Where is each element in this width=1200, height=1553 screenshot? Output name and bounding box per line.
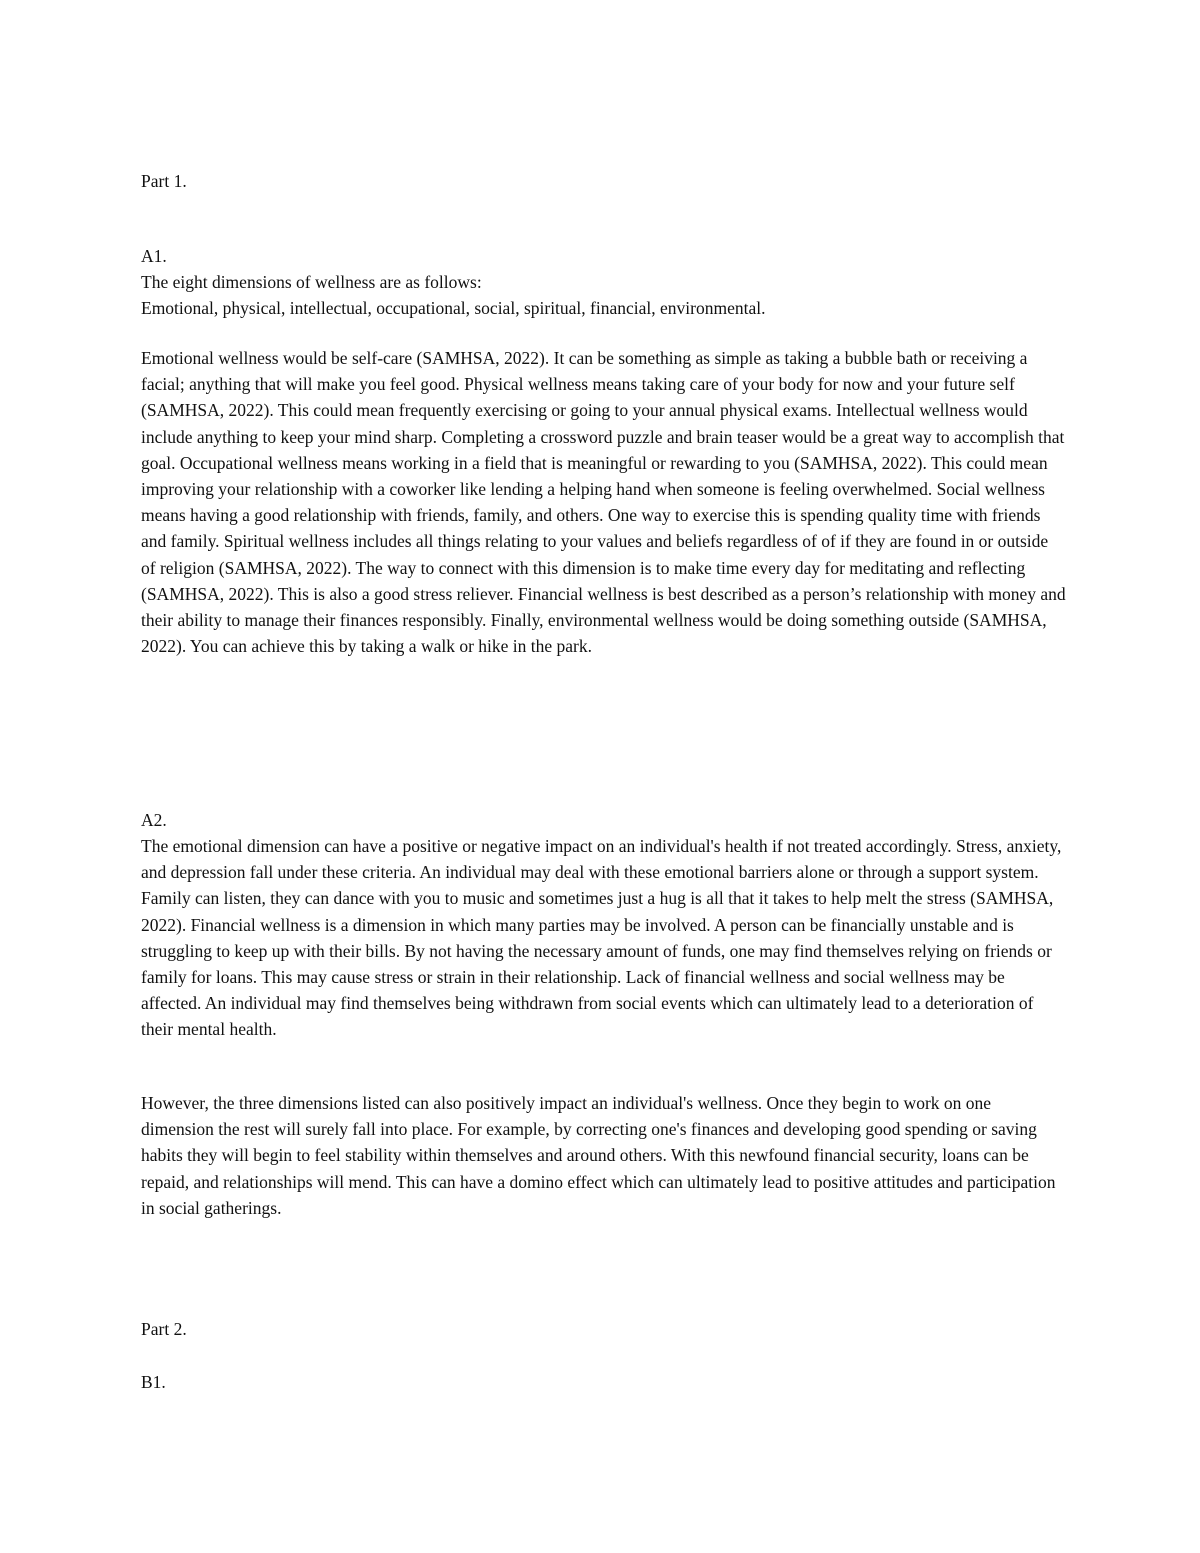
a2-heading: A2. xyxy=(141,810,167,830)
a1-paragraph: Emotional wellness would be self-care (SAMHSA, 2022). It can be something as simple as taking a bubble bath or receiving a facial; anything that will make you feel good. Physical wellness means taking care of your body for now and your future self (SAMHSA, 2022). This could mean frequently exercising or going to your annual physical exams. Intellectual wellness would include anything to keep your mind sharp. Completing a crossword puzzle and brain teaser would be a great way to accomplish that goal. Occupational wellness means working in a field that is meaningful or rewarding to you (SAMHSA, 2022). This could mean improving your relationship with a coworker like lending a helping hand when someone is feeling overwhelmed. Social wellness means having a good relationship with friends, family, and others. One way to exercise this is spending quality time with friends and family. Spiritual wellness includes all things relating to your values and beliefs regardless of of if they are found in or outside of religion (SAMHSA, 2022). The way to connect with this dimension is to make time every day for meditating and reflecting (SAMHSA, 2022). This is also a good stress reliever. Financial wellness is best described as a person’s relationship with money and their ability to manage their finances responsibly. Finally, environmental wellness would be doing something outside (SAMHSA, 2022). You can achieve this by taking a walk or hike in the park. xyxy=(141,348,1066,657)
a1-heading: A1. xyxy=(141,246,167,266)
a1-intro-line-2: Emotional, physical, intellectual, occupational, social, spiritual, financial, environmental. xyxy=(141,298,766,319)
a1-intro xyxy=(141,269,1066,321)
b1-heading: B1. xyxy=(141,1372,166,1392)
part2-heading: Part 2. xyxy=(141,1319,187,1339)
a2-paragraph-1: The emotional dimension can have a positive or negative impact on an individual's health if not treated accordingly. Stress, anxiety, and depression fall under these criteria. An individual may deal with these emotional barriers alone or through a support system. Family can listen, they can dance with you to music and sometimes just a hug is all that it takes to help melt the stress (SAMHSA, 2022). Financial wellness is a dimension in which many parties may be involved. A person can be financially unstable and is struggling to keep up with their bills. By not having the necessary amount of funds, one may find themselves relying on friends or family for loans. This may cause stress or strain in their relationship. Lack of financial wellness and social wellness may be affected. An individual may find themselves being withdrawn from social events which can ultimately lead to a deterioration of their mental health. xyxy=(141,836,1062,1040)
part1-heading: Part 1. xyxy=(141,171,187,191)
a1-intro-line-1: The eight dimensions of wellness are as follows: xyxy=(141,272,482,292)
a2-paragraph-2: However, the three dimensions listed can also positively impact an individual's wellness. Once they begin to work on one dimension the rest will surely fall into place. For example, by correcting one's finances and developing good spending or saving habits they will begin to feel stability within themselves and around others. With this newfound financial security, loans can be repaid, and relationships will mend. This can have a domino effect which can ultimately lead to positive attitudes and participation in social gatherings. xyxy=(141,1093,1056,1218)
